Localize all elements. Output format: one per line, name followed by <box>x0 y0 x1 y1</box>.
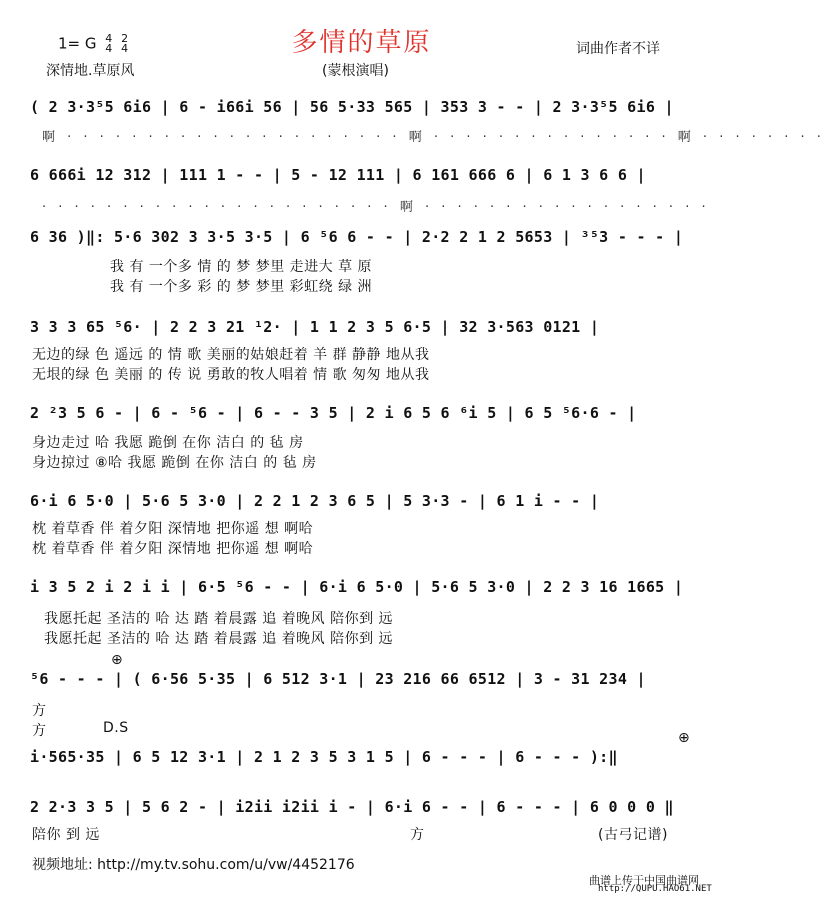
lyric-line-4a: 无边的绿 色 遥远 的 情 歌 美丽的姑娘赶着 羊 群 静静 地从我 <box>32 347 430 363</box>
key-signature <box>58 34 128 54</box>
video-link[interactable]: 视频地址: http://my.tv.sohu.com/u/vw/4452176 <box>32 857 355 873</box>
score-line-2: 6 666i 12 312 | 111 1 - - | 5 - 12 111 | 6 161 666 6 | 6 1 3 6 6 | <box>30 166 646 184</box>
score-line-8: ⁵6 - - - | ( 6·56 5·35 | 6 512 3·1 | 23 216 66 6512 | 3 - 31 234 | <box>30 670 646 688</box>
composer-credit: 词曲作者不详 <box>576 41 660 57</box>
score-line-10: 2 2·3 3 5 | 5 6 2 - | i2ii i2ii i - | 6·i 6 - - | 6 - - - | 6 0 0 0 ‖ <box>30 798 674 816</box>
lyric-line-7b: 我愿托起 圣洁的 哈 达 踏 着晨露 追 着晚风 陪你到 远 <box>44 631 394 647</box>
lyric-line-2: · · · · · · · · · · · · · · · · · · · · · · 啊 · · · · · · · · · · · · · · · · · · <box>42 200 710 215</box>
meter-2-4: 2 4 <box>121 32 129 55</box>
ds-marking: D.S <box>103 720 129 736</box>
style-marking: 深情地.草原风 <box>46 63 135 79</box>
lyric-line-4b: 无垠的绿 色 美丽 的 传 说 勇敢的牧人唱着 情 歌 匆匆 地从我 <box>32 367 430 383</box>
lyric-line-6a: 枕 着草香 伴 着夕阳 深情地 把你遥 想 啊哈 <box>32 521 314 537</box>
score-line-5: 2 ²3 5 6 - | 6 - ⁵6 - | 6 - - 3 5 | 2 i 6 5 6 ⁶i 5 | 6 5 ⁵6·6 - | <box>30 404 637 422</box>
lyric-line-3b: 我 有 一个多 彩 的 梦 梦里 彩虹绕 绿 洲 <box>110 279 373 295</box>
score-line-4: 3 3 3 65 ⁵6· | 2 2 3 21 ¹2· | 1 1 2 3 5 6·5 | 32 3·563 0121 | <box>30 318 600 336</box>
lyric-line-10a: 陪你 到 远 <box>32 827 100 843</box>
lyric-line-5a: 身边走过 哈 我愿 跪倒 在你 洁白 的 毡 房 <box>32 435 304 451</box>
lyric-line-1: 啊 · · · · · · · · · · · · · · · · · · · · · 啊 · · · · · · · · · · · · · · · 啊 · · · · · · · · <box>42 130 825 145</box>
lyric-line-7a: 我愿托起 圣洁的 哈 达 踏 着晨露 追 着晚风 陪你到 远 <box>44 611 394 627</box>
lyric-line-6b: 枕 着草香 伴 着夕阳 深情地 把你遥 想 啊哈 <box>32 541 314 557</box>
site-credit: 曲谱上传于中国曲谱网 <box>589 874 699 887</box>
score-line-3: 6 36 )‖: 5·6 302 3 3·5 3·5 | 6 ⁵6 6 - - | 2·2 2 1 2 5653 | ³⁵3 - - - | <box>30 228 684 246</box>
lyric-line-8a: 方 <box>32 703 47 719</box>
transcriber-credit: (古弓记谱) <box>598 827 668 843</box>
coda-icon: ⊕ <box>678 730 690 746</box>
score-line-9: i·565·35 | 6 5 12 3·1 | 2 1 2 3 5 3 1 5 | 6 - - - | 6 - - - ):‖ <box>30 748 618 766</box>
lyric-line-8b: 方 <box>32 723 47 739</box>
lyric-line-5b: 身边掠过 ⑧哈 我愿 跪倒 在你 洁白 的 毡 房 <box>32 455 317 471</box>
site-url[interactable]: http://QUPU.HAO61.NET <box>598 884 712 894</box>
coda-icon: ⊕ <box>111 652 123 668</box>
song-title: 多情的草原 <box>291 28 432 58</box>
score-line-7: i 3 5 2 i 2 i i | 6·5 ⁵6 - - | 6·i 6 5·0 | 5·6 5 3·0 | 2 2 3 16 1665 | <box>30 578 684 596</box>
lyric-line-3a: 我 有 一个多 情 的 梦 梦里 走进大 草 原 <box>110 259 373 275</box>
score-line-1: ( 2 3·3⁵5 6i6 | 6 - i66i 56 | 56 5·33 565 | 353 3 - - | 2 3·3⁵5 6i6 | <box>30 98 674 116</box>
lyric-line-10b: 方 <box>410 827 425 843</box>
meter-4-4: 4 4 <box>105 32 113 55</box>
score-line-6: 6·i 6 5·0 | 5·6 5 3·0 | 2 2 1 2 3 6 5 | 5 3·3 - | 6 1 i - - | <box>30 492 600 510</box>
singer-credit: (蒙根演唱) <box>322 63 389 79</box>
key-label: 1= G <box>58 34 97 53</box>
